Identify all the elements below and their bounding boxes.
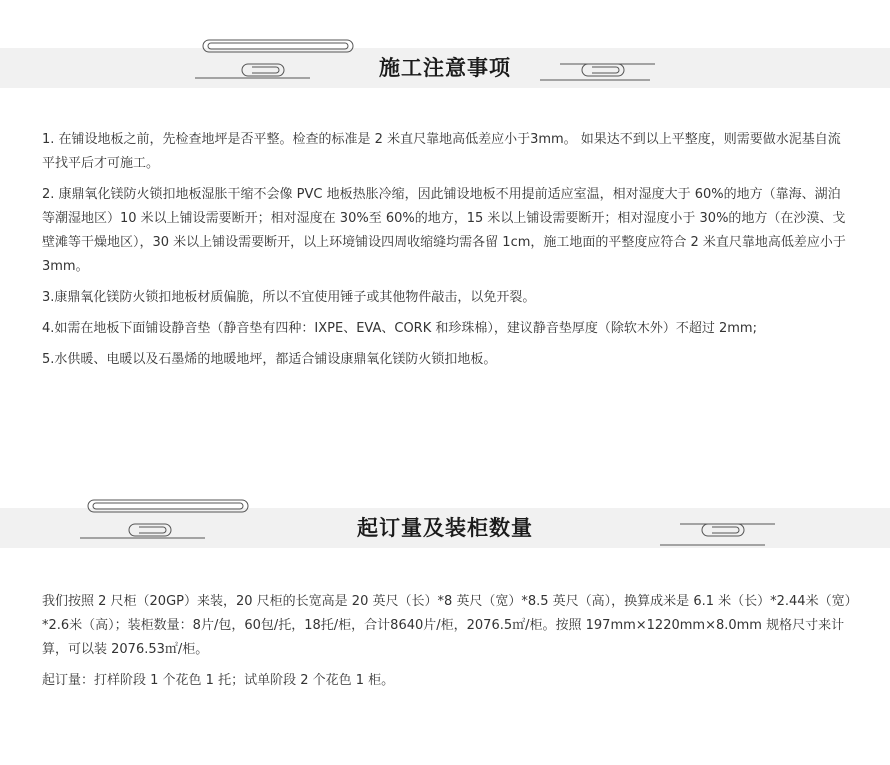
list-item: 4.如需在地板下面铺设静音垫（静音垫有四种：IXPE、EVA、CORK 和珍珠棉），建议静音垫厚度（除软木外）不超过 2mm; (42, 321, 757, 336)
list-item: 3.康鼎氧化镁防火锁扣地板材质偏脆，所以不宜使用锤子或其他物件敲击，以免开裂。 (42, 290, 536, 305)
section-body (42, 128, 852, 379)
list-item: 起订量：打样阶段 1 个花色 1 托；试单阶段 2 个花色 1 柜。 (42, 673, 395, 688)
list-item: 2. 康鼎氧化镁防火锁扣地板湿胀干缩不会像 PVC 地板热胀冷缩，因此铺设地板不用提前适应室温，相对湿度大于 60%的地方（靠海、湖泊等潮湿地区）10 米以上铺设需要断开；相对湿度在 30%至 60%的地方，15 米以上铺设需要断开；相对湿度小于 30%的地方（在沙漠、戈壁滩等干燥地区），30 米以上铺设需要断开，以上环境铺设四周收缩缝均需各留 1cm，施工地面的平整度应符合 2 米直尺靠地高低差应小于 3mm。 (42, 187, 846, 274)
list-item: 我们按照 2 尺柜（20GP）来装，20 尺柜的长宽高是 20 英尺（长）*8 英尺（宽）*8.5 英尺（高），换算成米是 6.1 米（长）*2.44米（宽）*2.6米（高）；装柜数量：8片/包，60包/托，18托/柜，合计8640片/柜，2076.5㎡/柜。按照 197mm×1220mm×8.0mm 规格尺寸来计算，可以装 2076.53㎡/柜。 (42, 594, 852, 657)
section-title: 起订量及装柜数量 (357, 516, 533, 540)
section-title: 施工注意事项 (379, 56, 511, 80)
list-item: 5.水供暖、电暖以及石墨烯的地暖地坪，都适合铺设康鼎氧化镁防火锁扣地板。 (42, 352, 497, 367)
section-body (42, 590, 852, 700)
list-item: 1. 在铺设地板之前，先检查地坪是否平整。检查的标准是 2 米直尺靠地高低差应小于3mm。 如果达不到以上平整度，则需要做水泥基自流平找平后才可施工。 (42, 132, 841, 171)
